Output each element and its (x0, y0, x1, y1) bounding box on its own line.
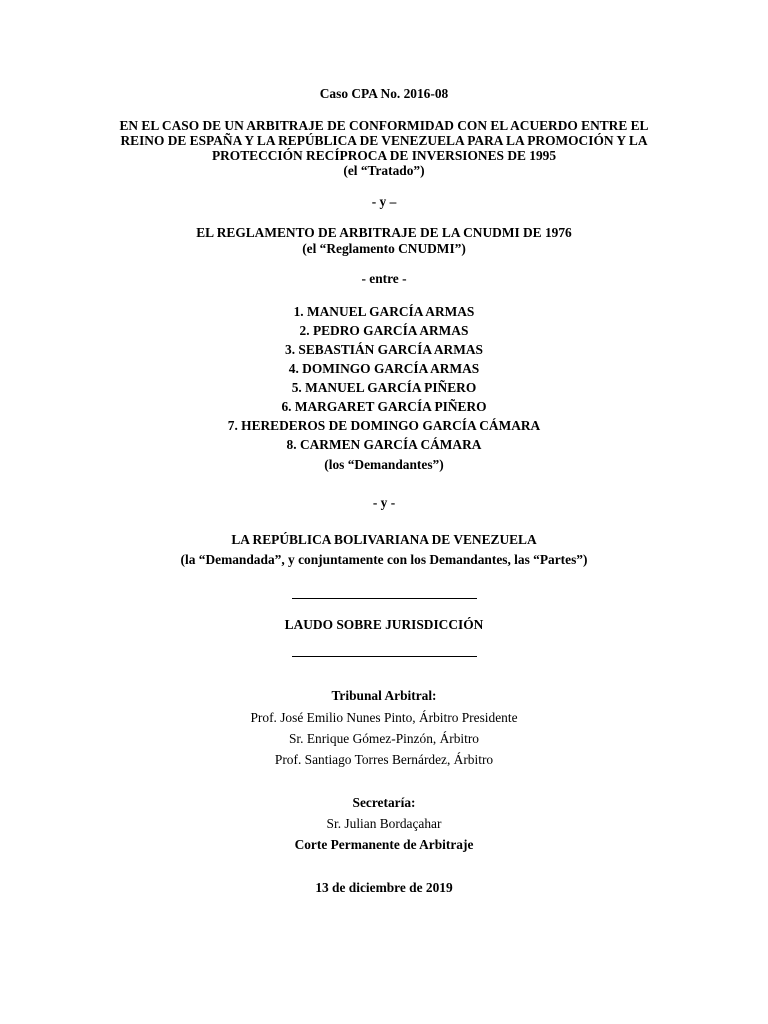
tribunal-member: Sr. Enrique Gómez-Pinzón, Árbitro (288, 731, 480, 746)
divider-bottom (292, 656, 477, 657)
institution-name: Corte Permanente de Arbitraje (294, 837, 474, 852)
claimant-item: 6. MARGARET GARCÍA PIÑERO (281, 399, 487, 414)
divider-top (292, 598, 477, 599)
rules-title: EL REGLAMENTO DE ARBITRAJE DE LA CNUDMI DE 1976 (196, 225, 572, 240)
between-connector: - entre - (361, 271, 407, 286)
respondent-name: LA REPÚBLICA BOLIVARIANA DE VENEZUELA (231, 532, 537, 547)
claimants-short-name: (los “Demandantes”) (324, 457, 444, 472)
tribunal-member: Prof. Santiago Torres Bernárdez, Árbitro (274, 752, 494, 767)
claimant-item: 4. DOMINGO GARCÍA ARMAS (288, 361, 480, 376)
case-number: Caso CPA No. 2016-08 (319, 86, 449, 101)
claimant-item: 3. SEBASTIÁN GARCÍA ARMAS (285, 342, 483, 357)
tribunal-heading: Tribunal Arbitral: (331, 688, 437, 703)
secretariat-heading: Secretaría: (352, 795, 416, 810)
treaty-short-name: (el “Tratado”) (343, 163, 425, 178)
claimant-item: 8. CARMEN GARCÍA CÁMARA (286, 437, 482, 452)
heading-line-3: PROTECCIÓN RECÍPROCA DE INVERSIONES DE 1995 (211, 148, 557, 163)
respondent-short-name: (la “Demandada”, y conjuntamente con los Demandantes, las “Partes”) (180, 552, 588, 567)
award-title: LAUDO SOBRE JURISDICCIÓN (284, 617, 484, 632)
heading-line-2: REINO DE ESPAÑA Y LA REPÚBLICA DE VENEZUELA PARA LA PROMOCIÓN Y LA (120, 133, 648, 148)
claimant-item: 1. MANUEL GARCÍA ARMAS (293, 304, 475, 319)
connector-and-2: - y - (372, 495, 396, 510)
connector-and-1: - y – (371, 194, 397, 209)
claimant-item: 7. HEREDEROS DE DOMINGO GARCÍA CÁMARA (227, 418, 541, 433)
secretary-name: Sr. Julian Bordaçahar (326, 816, 442, 831)
heading-line-1: EN EL CASO DE UN ARBITRAJE DE CONFORMIDAD CON EL ACUERDO ENTRE EL (119, 118, 649, 133)
rules-short-name: (el “Reglamento CNUDMI”) (302, 241, 466, 256)
tribunal-member: Prof. José Emilio Nunes Pinto, Árbitro Presidente (250, 710, 518, 725)
award-date: 13 de diciembre de 2019 (315, 880, 453, 895)
claimant-item: 5. MANUEL GARCÍA PIÑERO (291, 380, 477, 395)
claimant-item: 2. PEDRO GARCÍA ARMAS (299, 323, 469, 338)
